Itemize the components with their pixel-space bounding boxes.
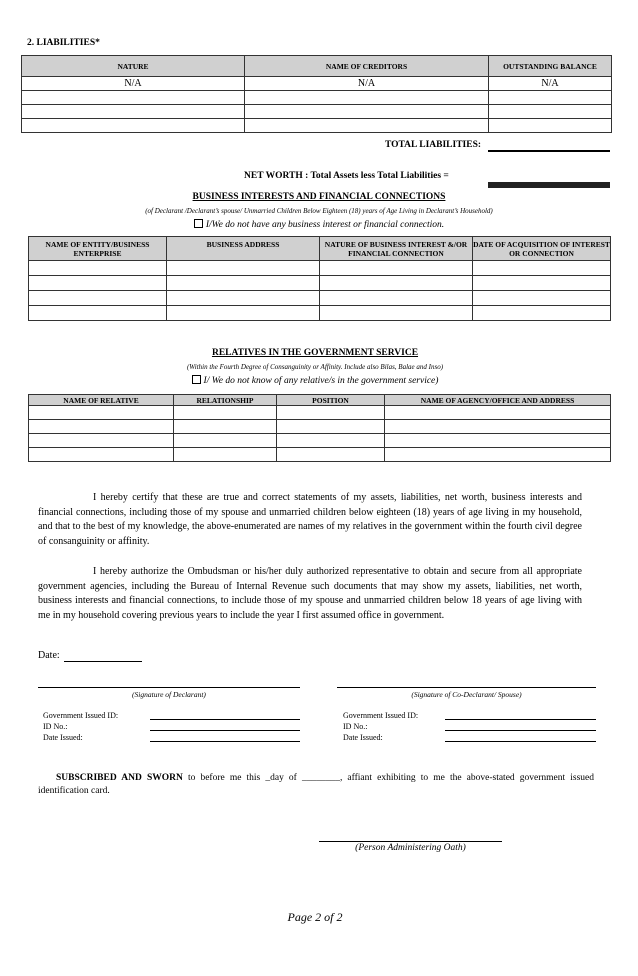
co-declarant-id-no-label: ID No.: <box>343 722 368 731</box>
declarant-date-issued-label: Date Issued: <box>43 733 83 742</box>
table-row <box>22 105 612 119</box>
business-cell[interactable] <box>320 306 473 321</box>
business-cell[interactable] <box>167 306 320 321</box>
liabilities-table <box>21 55 612 133</box>
table-row <box>22 91 612 105</box>
relatives-cell[interactable] <box>385 434 611 448</box>
business-cell[interactable] <box>29 276 167 291</box>
declarant-id-no-field[interactable] <box>150 730 300 731</box>
business-cell[interactable] <box>29 261 167 276</box>
relatives-cell[interactable] <box>277 406 385 420</box>
business-cell[interactable] <box>473 306 611 321</box>
declarant-gov-id-field[interactable] <box>150 719 300 720</box>
administering-officer-signature-line[interactable] <box>319 841 502 842</box>
page-number: Page 2 of 2 <box>287 910 343 924</box>
table-row <box>29 406 611 420</box>
relatives-header-name: NAME OF RELATIVE <box>29 395 174 406</box>
relatives-checkbox-row <box>0 376 630 386</box>
liabilities-cell[interactable] <box>489 91 612 105</box>
certification-paragraph: I hereby certify that these are true and correct statements of my assets, liabilities, net worth, business interests and financial connections, including those of my spouse and unmarried children below eighteen (18) years of age living in my household, and that to the best of my knowledge, the above-enumerated are names of my relatives in the government within the fourth civil degree of consanguinity or affinity. <box>38 492 582 547</box>
liabilities-cell[interactable]: N/A <box>22 77 245 91</box>
relatives-title: RELATIVES IN THE GOVERNMENT SERVICE <box>211 348 419 358</box>
relatives-cell[interactable] <box>29 406 174 420</box>
liabilities-heading: 2. LIABILITIES* <box>27 38 100 48</box>
business-cell[interactable] <box>320 276 473 291</box>
relatives-header-relationship: RELATIONSHIP <box>174 395 277 406</box>
relatives-cell[interactable] <box>385 448 611 462</box>
relatives-cell[interactable] <box>277 434 385 448</box>
declarant-signature-label: (Signature of Declarant) <box>132 690 206 699</box>
authorization-paragraph: I hereby authorize the Ombudsman or his/her duly authorized representative to obtain and secure from all appropriate government agencies, including the Bureau of Internal Revenue such documents that may show my assets, liabilities, net worth, business interests and financial connections, to include those of my spouse and unmarried children below 18 years of age living with me in my household covering previous years to include the year I first assumed office in government. <box>38 566 582 621</box>
relatives-cell[interactable] <box>277 420 385 434</box>
liabilities-cell[interactable]: N/A <box>489 77 612 91</box>
relatives-checkbox[interactable] <box>192 375 201 384</box>
relatives-header-agency: NAME OF AGENCY/OFFICE AND ADDRESS <box>385 395 611 406</box>
liabilities-cell[interactable] <box>245 119 489 133</box>
table-row <box>29 291 611 306</box>
business-cell[interactable] <box>167 291 320 306</box>
business-header-nature: NATURE OF BUSINESS INTEREST &/OR FINANCIAL CONNECTION <box>320 237 473 261</box>
liabilities-cell[interactable] <box>22 119 245 133</box>
business-cell[interactable] <box>473 291 611 306</box>
declarant-date-issued-field[interactable] <box>150 741 300 742</box>
business-cell[interactable] <box>167 276 320 291</box>
co-declarant-signature-line[interactable] <box>337 687 596 688</box>
oath-bold-text: SUBSCRIBED AND SWORN <box>56 773 183 783</box>
table-row <box>29 420 611 434</box>
business-cell[interactable] <box>29 291 167 306</box>
liabilities-header-nature: NATURE <box>22 56 245 77</box>
co-declarant-date-issued-field[interactable] <box>445 741 596 742</box>
co-declarant-signature-label: (Signature of Co-Declarant/ Spouse) <box>411 690 522 699</box>
relatives-cell[interactable] <box>174 448 277 462</box>
business-table <box>28 236 611 321</box>
date-field[interactable] <box>64 661 142 662</box>
business-interests-subtitle: (of Declarant /Declarant’s spouse/ Unmarried Children Below Eighteen (18) years of Age Living in Declarant’s Household) <box>145 207 493 215</box>
table-row <box>29 306 611 321</box>
co-declarant-date-issued-label: Date Issued: <box>343 733 383 742</box>
liabilities-cell[interactable] <box>22 105 245 119</box>
relatives-cell[interactable] <box>174 420 277 434</box>
declarant-gov-id-label: Government Issued ID: <box>43 711 119 720</box>
business-cell[interactable] <box>473 276 611 291</box>
relatives-cell[interactable] <box>29 434 174 448</box>
co-declarant-gov-id-field[interactable] <box>445 719 596 720</box>
oath-paragraph <box>38 772 594 797</box>
liabilities-cell[interactable] <box>22 91 245 105</box>
business-cell[interactable] <box>320 261 473 276</box>
liabilities-cell[interactable] <box>489 119 612 133</box>
liabilities-cell[interactable] <box>489 105 612 119</box>
business-checkbox[interactable] <box>194 219 203 228</box>
declarant-id-no-label: ID No.: <box>43 722 68 731</box>
business-header-date: DATE OF ACQUISITION OF INTEREST OR CONNECTION <box>473 237 611 261</box>
relatives-header-position: POSITION <box>277 395 385 406</box>
liabilities-cell[interactable]: N/A <box>245 77 489 91</box>
net-worth-label: NET WORTH : Total Assets less Total Liabilities = <box>244 171 449 181</box>
table-row <box>29 276 611 291</box>
co-declarant-gov-id-label: Government Issued ID: <box>343 711 419 720</box>
relatives-subtitle: (Within the Fourth Degree of Consanguinity or Affinity. Include also Bilas, Balae and Inso) <box>186 363 444 371</box>
table-row <box>29 434 611 448</box>
table-row <box>22 77 612 91</box>
liabilities-cell[interactable] <box>245 105 489 119</box>
oath-text: to before me this _day of ________, affiant exhibiting to me the above-stated government issued identification card. <box>38 773 594 796</box>
business-header-entity: NAME OF ENTITY/BUSINESS ENTERPRISE <box>29 237 167 261</box>
date-label: Date: <box>38 650 60 661</box>
business-checkbox-row <box>0 220 638 230</box>
liabilities-header-balance: OUTSTANDING BALANCE <box>489 56 612 77</box>
net-worth-field[interactable] <box>488 182 610 188</box>
business-checkbox-label: I/We do not have any business interest or financial connection. <box>205 220 445 230</box>
table-row <box>29 261 611 276</box>
relatives-table <box>28 394 611 462</box>
business-cell[interactable] <box>320 291 473 306</box>
co-declarant-id-no-field[interactable] <box>445 730 596 731</box>
relatives-cell[interactable] <box>29 420 174 434</box>
relatives-cell[interactable] <box>174 406 277 420</box>
relatives-checkbox-label: I/ We do not know of any relative/s in the government service) <box>203 376 439 386</box>
liabilities-header-creditors: NAME OF CREDITORS <box>245 56 489 77</box>
relatives-cell[interactable] <box>174 434 277 448</box>
declarant-signature-line[interactable] <box>38 687 300 688</box>
business-cell[interactable] <box>29 306 167 321</box>
total-liabilities-label: TOTAL LIABILITIES: <box>385 140 482 150</box>
administering-officer-label: (Person Administering Oath) <box>355 843 466 853</box>
relatives-cell[interactable] <box>385 420 611 434</box>
table-row <box>29 448 611 462</box>
business-header-address: BUSINESS ADDRESS <box>167 237 320 261</box>
relatives-cell[interactable] <box>29 448 174 462</box>
business-cell[interactable] <box>167 261 320 276</box>
business-cell[interactable] <box>473 261 611 276</box>
total-liabilities-field[interactable] <box>488 150 610 152</box>
relatives-cell[interactable] <box>277 448 385 462</box>
relatives-cell[interactable] <box>385 406 611 420</box>
table-row <box>22 119 612 133</box>
business-interests-title: BUSINESS INTERESTS AND FINANCIAL CONNECTIONS <box>192 192 446 202</box>
liabilities-cell[interactable] <box>245 91 489 105</box>
